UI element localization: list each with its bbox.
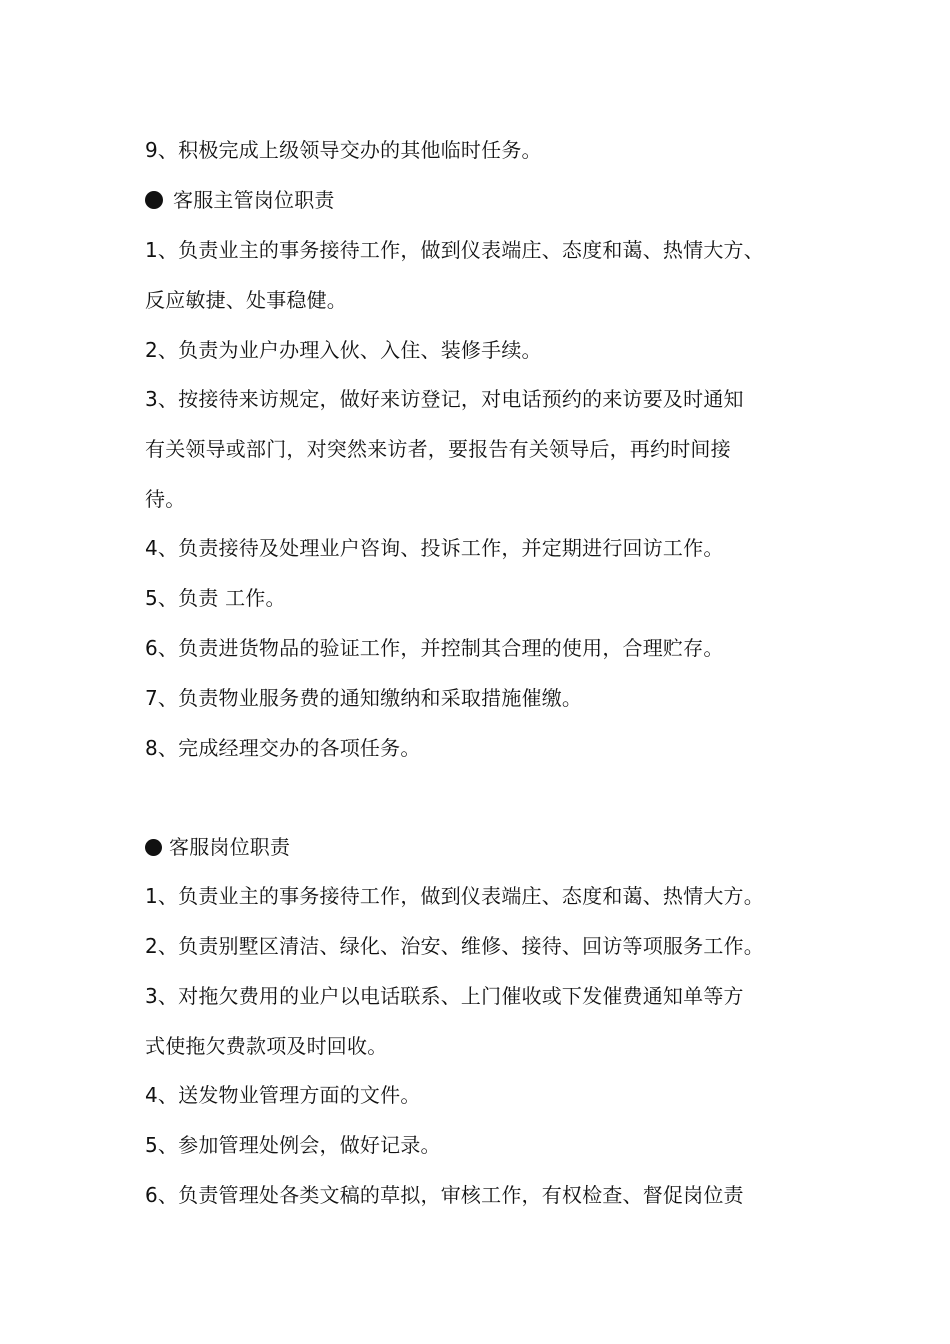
supervisor-item-4: 4、负责接待及处理业户咨询、投诉工作，并定期进行回访工作。: [145, 536, 724, 560]
supervisor-item-5: 5、负责 工作。: [145, 586, 286, 610]
supervisor-item-8: 8、完成经理交办的各项任务。: [145, 736, 421, 760]
supervisor-item-3-cont2: 待。: [145, 487, 186, 511]
bullet-icon: [145, 839, 162, 856]
staff-item-5: 5、参加管理处例会，做好记录。: [145, 1133, 441, 1157]
supervisor-item-1-cont: 反应敏捷、处事稳健。: [145, 288, 347, 312]
supervisor-item-7: 7、负责物业服务费的通知缴纳和采取措施催缴。: [145, 686, 583, 710]
staff-item-6: 6、负责管理处各类文稿的草拟，审核工作，有权检查、督促岗位责: [145, 1183, 744, 1207]
staff-item-4: 4、送发物业管理方面的文件。: [145, 1083, 421, 1107]
section-heading-supervisor: [145, 186, 835, 214]
section-heading-staff: [145, 833, 835, 861]
supervisor-item-1: 1、负责业主的事务接待工作，做到仪表端庄、态度和蔼、热情大方、: [145, 238, 764, 262]
supervisor-item-3: 3、按接待来访规定，做好来访登记，对电话预约的来访要及时通知: [145, 387, 744, 411]
staff-item-3: 3、对拖欠费用的业户以电话联系、上门催收或下发催费通知单等方: [145, 984, 744, 1008]
section-heading-text: 客服主管岗位职责: [173, 188, 335, 212]
staff-item-1: 1、负责业主的事务接待工作，做到仪表端庄、态度和蔼、热情大方。: [145, 884, 764, 908]
duty-item-9: 9、积极完成上级领导交办的其他临时任务。: [145, 138, 542, 162]
supervisor-item-6: 6、负责进货物品的验证工作，并控制其合理的使用，合理贮存。: [145, 636, 724, 660]
bullet-icon: [145, 191, 163, 209]
staff-item-3-cont: 式使拖欠费款项及时回收。: [145, 1034, 388, 1058]
section-heading-text: 客服岗位职责: [169, 835, 291, 859]
supervisor-item-3-cont: 有关领导或部门，对突然来访者，要报告有关领导后，再约时间接: [145, 437, 731, 461]
staff-item-2: 2、负责别墅区清洁、绿化、治安、维修、接待、回访等项服务工作。: [145, 934, 764, 958]
supervisor-item-2: 2、负责为业户办理入伙、入住、装修手续。: [145, 338, 542, 362]
